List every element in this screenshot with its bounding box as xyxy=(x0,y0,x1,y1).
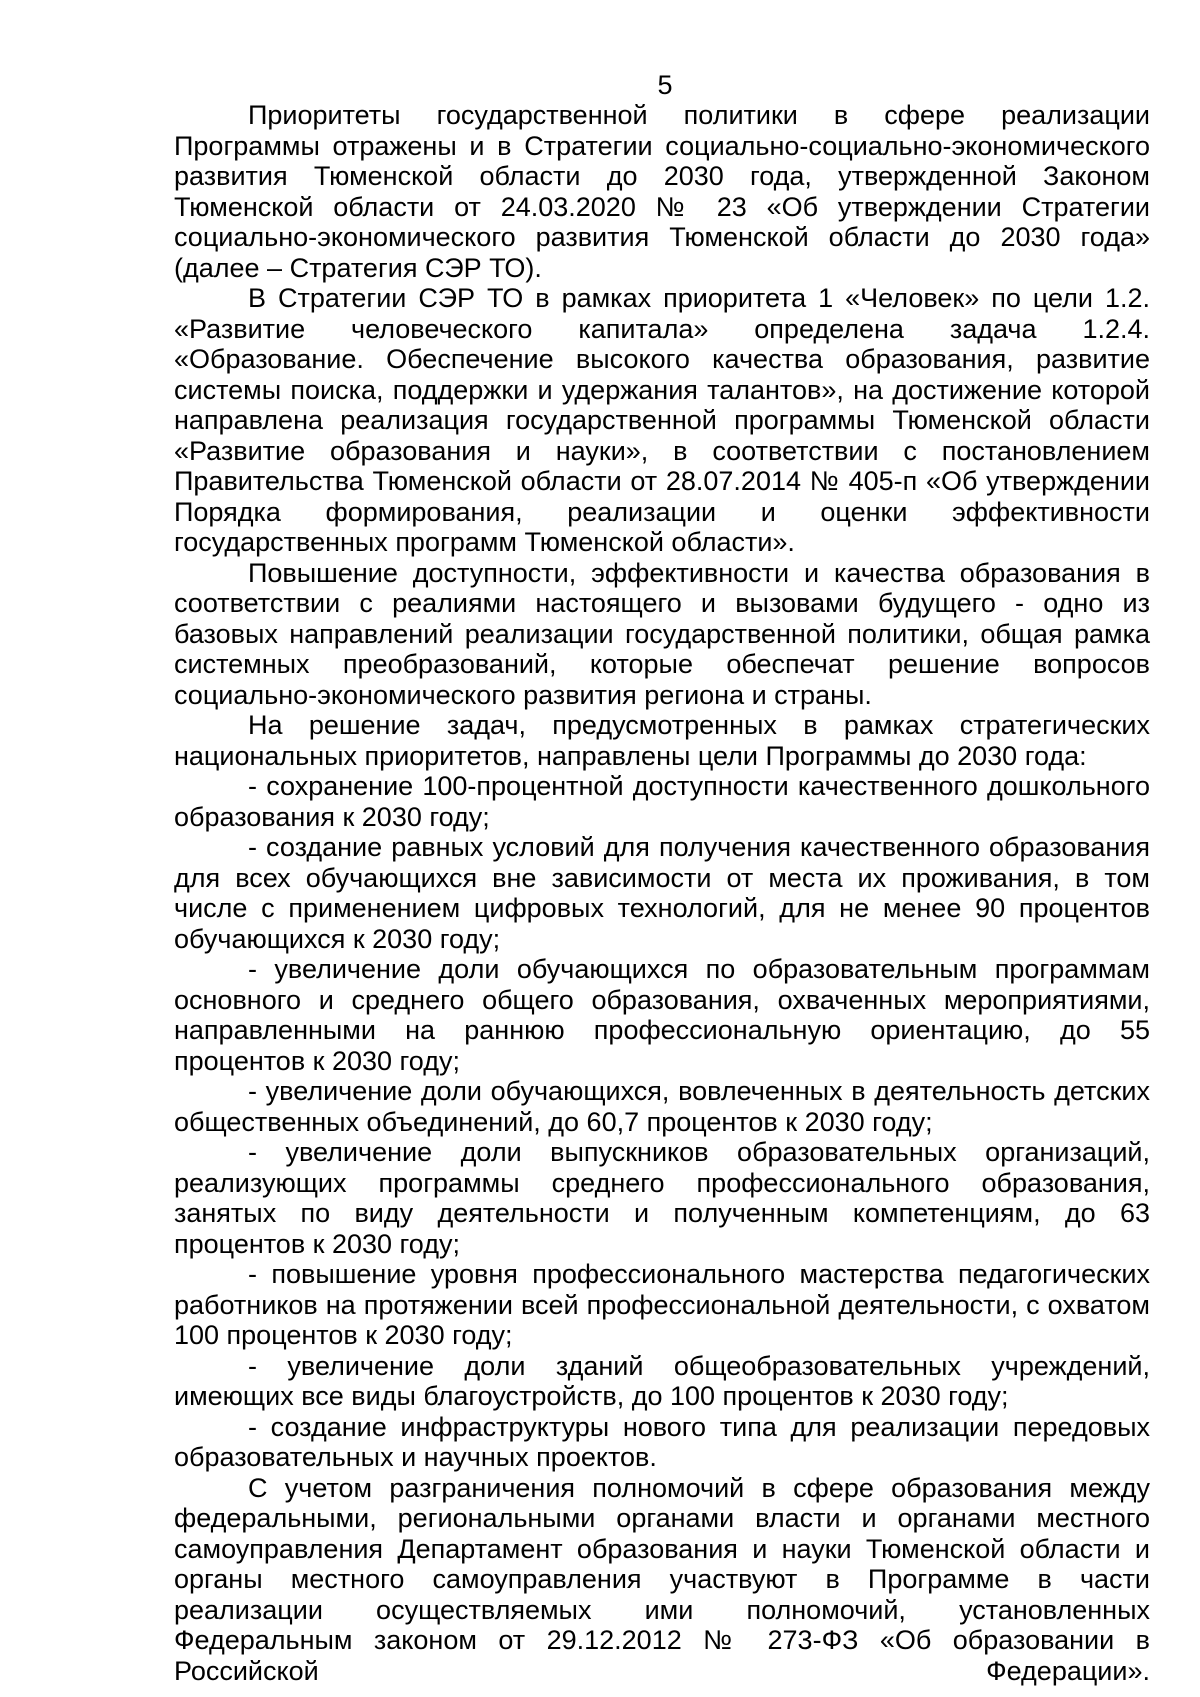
paragraph: Повышение доступности, эффективности и качества образования в соответствии с реалиями настоящего и вызовами будущего - одно из базовых направлений реализации государственной политики, общая рамка системных преобразований, которые обеспечат решение вопросов социально-экономического развития региона и страны. xyxy=(174,557,1150,710)
list-item: - сохранение 100-процентной доступности качественного дошкольного образования к 2030 году; xyxy=(174,771,1150,832)
paragraph: Приоритеты государственной политики в сфере реализации Программы отражены и в Стратегии социально-социально-экономического развития Тюменской области до 2030 года, утвержденной Законом Тюменской области от 24.03.2020 № 23 «Об утверждении Стратегии социально-экономического развития Тюменской области до 2030 года» (далее – Стратегия СЭР ТО). xyxy=(174,100,1150,283)
list-item: - повышение уровня профессионального мастерства педагогических работников на протяжении всей профессиональной деятельности, с охватом 100 процентов к 2030 году; xyxy=(174,1259,1150,1350)
paragraph: С учетом разграничения полномочий в сфере образования между федеральными, региональными органами власти и органами местного самоуправления Департамент образования и науки Тюменской области и органы местного самоуправления участвуют в Программе в части реализации осуществляемых ими полномочий, установленных Федеральным законом от 29.12.2012 № 273-ФЗ «Об образовании в Российской Федерации». xyxy=(174,1472,1150,1686)
page-number: 5 xyxy=(657,70,673,100)
list-item: - увеличение доли обучающихся по образовательным программам основного и среднего общего образования, охваченных мероприятиями, направленными на раннюю профессиональную ориентацию, до 55 процентов к 2030 году; xyxy=(174,954,1150,1076)
list-item: - увеличение доли обучающихся, вовлеченных в деятельность детских общественных объединений, до 60,7 процентов к 2030 году; xyxy=(174,1076,1150,1137)
document-body xyxy=(174,100,1150,1686)
list-item: - увеличение доли зданий общеобразовательных учреждений, имеющих все виды благоустройств, до 100 процентов к 2030 году; xyxy=(174,1350,1150,1411)
list-item: - увеличение доли выпускников образовательных организаций, реализующих программы среднего профессионального образования, занятых по виду деятельности и полученным компетенциям, до 63 процентов к 2030 году; xyxy=(174,1137,1150,1259)
list-item: - создание инфраструктуры нового типа для реализации передовых образовательных и научных проектов. xyxy=(174,1411,1150,1472)
list-item: - создание равных условий для получения качественного образования для всех обучающихся вне зависимости от места их проживания, в том числе с применением цифровых технологий, для не менее 90 процентов обучающихся к 2030 году; xyxy=(174,832,1150,954)
paragraph: На решение задач, предусмотренных в рамках стратегических национальных приоритетов, направлены цели Программы до 2030 года: xyxy=(174,710,1150,771)
paragraph: В Стратегии СЭР ТО в рамках приоритета 1 «Человек» по цели 1.2. «Развитие человеческого капитала» определена задача 1.2.4. «Образование. Обеспечение высокого качества образования, развитие системы поиска, поддержки и удержания талантов», на достижение которой направлена реализация государственной программы Тюменской области «Развитие образования и науки», в соответствии с постановлением Правительства Тюменской области от 28.07.2014 № 405-п «Об утверждении Порядка формирования, реализации и оценки эффективности государственных программ Тюменской области». xyxy=(174,283,1150,557)
